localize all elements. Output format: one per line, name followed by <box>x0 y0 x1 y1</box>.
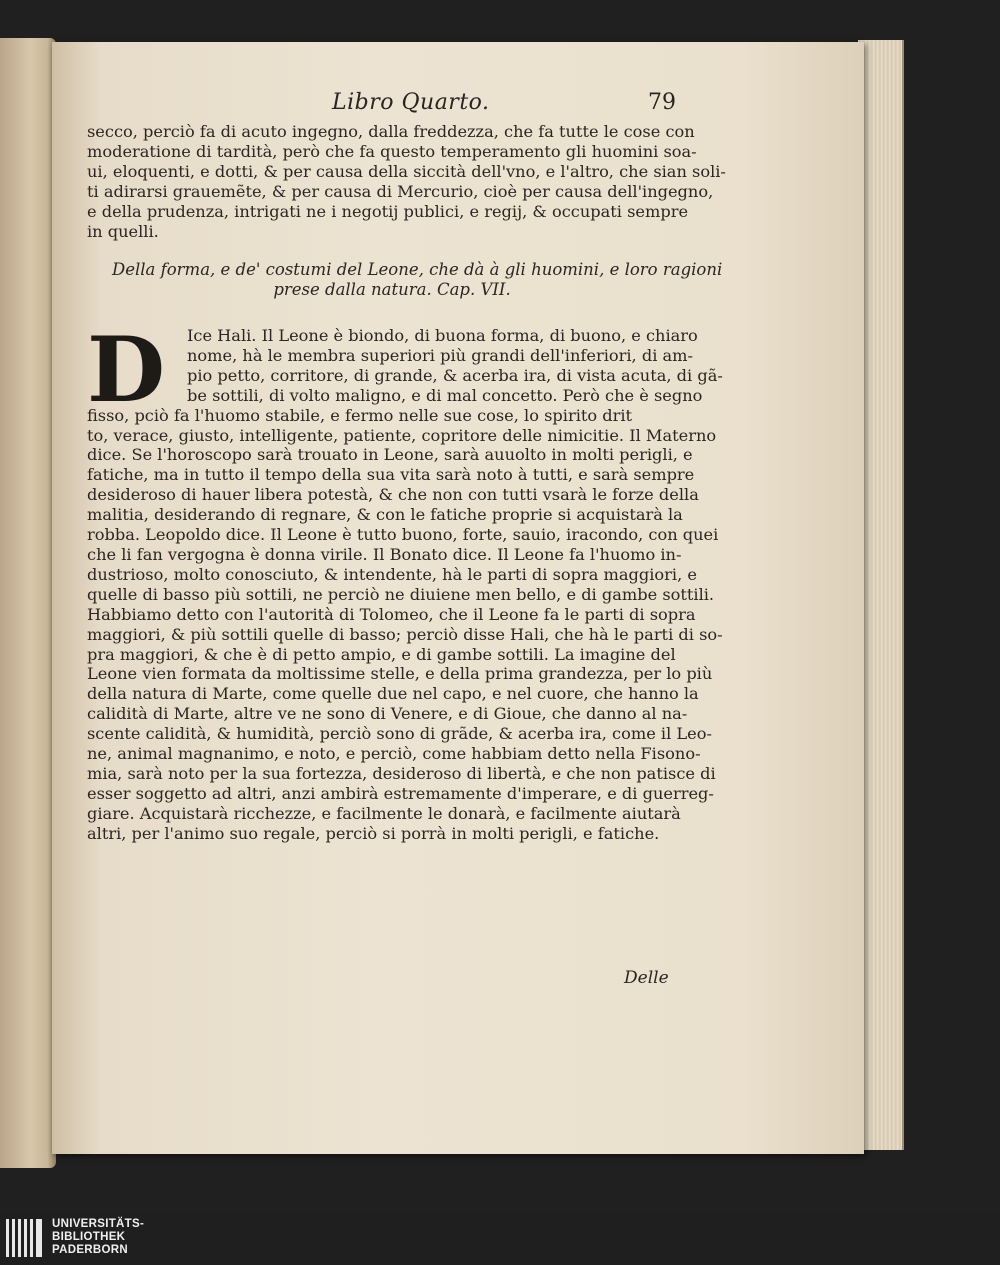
library-name <box>52 1218 144 1257</box>
library-name-line: PADERBORN <box>52 1244 128 1256</box>
page-number: 79 <box>648 90 676 115</box>
text-line: maggiori, & più sottili quelle di basso; perciò disse Hali, che hà le parti di so- <box>87 624 723 644</box>
book-page <box>52 42 864 1154</box>
chapter-title <box>112 260 723 300</box>
text-line: altri, per l'animo suo regale, perciò si porrà in molti perigli, e fatiche. <box>87 823 660 843</box>
text-line: secco, perciò fa di acuto ingegno, dalla freddezza, che fa tutte le cose con <box>87 122 695 141</box>
text-line: pra maggiori, & che è di petto ampio, e di gambe sottili. La imagine del <box>87 644 676 664</box>
drop-cap-initial: D <box>87 317 166 423</box>
text-line: nome, hà le membra superiori più grandi dell'inferiori, di am- <box>187 345 694 365</box>
text-line: ne, animal magnanimo, e noto, e perciò, come habbiam detto nella Fisono- <box>87 744 701 764</box>
text-line: pio petto, corritore, di grande, & acerba ira, di vista acuta, di gã- <box>187 365 723 385</box>
chapter-body <box>87 317 723 844</box>
page-header <box>52 90 864 120</box>
text-line: malitia, desiderando di regnare, & con le fatiche proprie si acquistarà la <box>87 505 683 525</box>
text-line: mia, sarà noto per la sua fortezza, desideroso di libertà, e che non patisce di <box>87 763 716 783</box>
paragraph-continuation <box>87 122 726 241</box>
page-stack-edge <box>858 40 904 1150</box>
library-name-line: BIBLIOTHEK <box>52 1231 126 1243</box>
text-line: be sottili, di volto maligno, e di mal concetto. Però che è segno <box>187 385 703 405</box>
text-line: fisso, pciò fa l'huomo stabile, e fermo nelle sue cose, lo spirito drit <box>87 405 633 425</box>
text-line: robba. Leopoldo dice. Il Leone è tutto buono, forte, sauio, iracondo, con quei <box>87 525 719 545</box>
library-logo-icon <box>6 1219 46 1257</box>
text-line: dice. Se l'horoscopo sarà trouato in Leone, sarà auuolto in molti perigli, e <box>87 445 693 465</box>
running-head: Libro Quarto. <box>332 90 490 115</box>
text-line: giare. Acquistarà ricchezze, e facilmente le donarà, e facilmente aiutarà <box>87 803 681 823</box>
text-line: scente calidità, & humidità, perciò sono di grãde, & acerba ira, come il Leo- <box>87 724 712 744</box>
library-name-line: UNIVERSITÄTS- <box>52 1218 145 1230</box>
text-line: desideroso di hauer libera potestà, & che non con tutti vsarà le forze della <box>87 485 699 505</box>
chapter-title-line: Della forma, e de' costumi del Leone, che dà à gli huomini, e loro ragioni <box>112 260 723 279</box>
facing-page-edge <box>0 38 56 1168</box>
text-line: che li fan vergogna è donna virile. Il Bonato dice. Il Leone fa l'huomo in- <box>87 544 682 564</box>
text-line: Ice Hali. Il Leone è biondo, di buona forma, di buono, e chiaro <box>187 326 698 345</box>
text-line: dustrioso, molto conosciuto, & intendente, hà le parti di sopra maggiori, e <box>87 564 697 584</box>
library-footer <box>0 1213 1000 1265</box>
text-line: Habbiamo detto con l'autorità di Tolomeo, che il Leone fa le parti di sopra <box>87 604 696 624</box>
text-line: fatiche, ma in tutto il tempo della sua vita sarà noto à tutti, e sarà sempre <box>87 465 695 485</box>
text-line: Leone vien formata da moltissime stelle, e della prima grandezza, per lo più <box>87 664 713 684</box>
text-line: esser soggetto ad altri, anzi ambirà estremamente d'imperare, e di guerreg- <box>87 783 714 803</box>
text-line: e della prudenza, intrigati ne i negotij publici, e regij, & occupati sempre <box>87 201 689 221</box>
text-line: to, verace, giusto, intelligente, patiente, copritore delle nimicitie. Il Materno <box>87 425 717 445</box>
text-line: ti adirarsi grauemẽte, & per causa di Mercurio, cioè per causa dell'ingegno, <box>87 181 714 201</box>
text-line: della natura di Marte, come quelle due nel capo, e nel cuore, che hanno la <box>87 684 699 704</box>
text-line: in quelli. <box>87 221 159 241</box>
text-line: moderatione di tardità, però che fa questo temperamento gli huomini soa- <box>87 141 697 161</box>
chapter-title-line: prese dalla natura. Cap. VII. <box>273 280 511 299</box>
catchword: Delle <box>624 968 669 988</box>
text-line: quelle di basso più sottili, ne perciò ne diuiene men bello, e di gambe sottili. <box>87 584 715 604</box>
text-line: ui, eloquenti, e dotti, & per causa della siccità dell'vno, e l'altro, che sian soli- <box>87 161 726 181</box>
text-line: calidità di Marte, altre ve ne sono di Venere, e di Gioue, che danno al na- <box>87 704 688 724</box>
